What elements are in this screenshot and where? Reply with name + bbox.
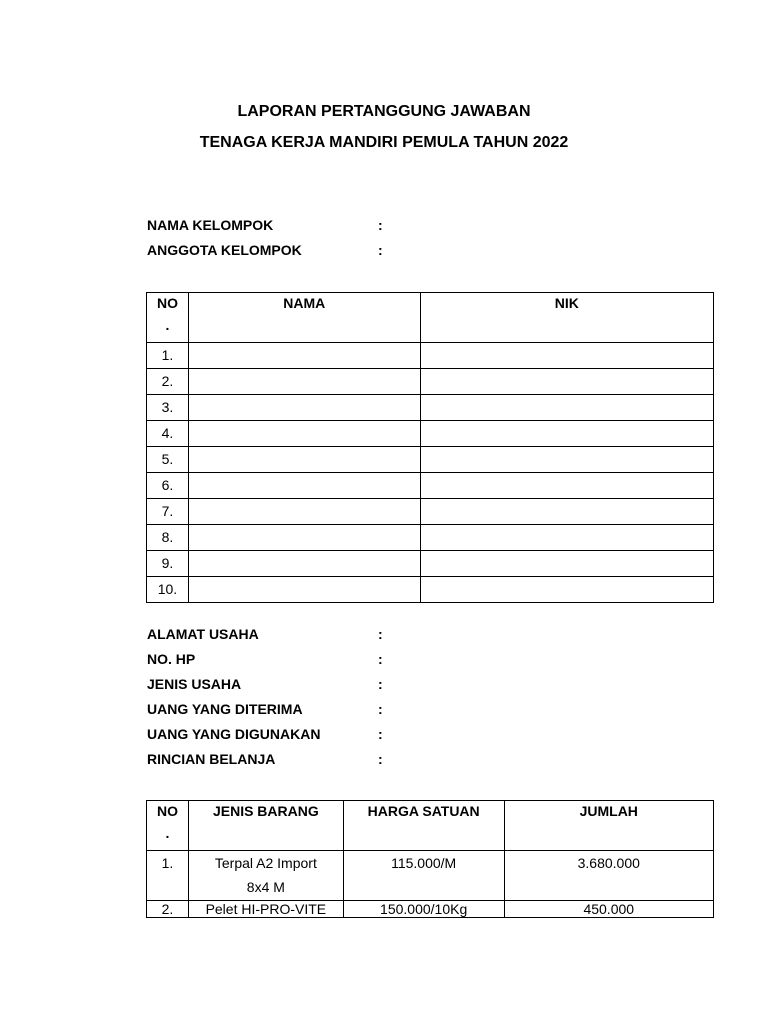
jenis-line2: 8x4 M: [246, 879, 285, 895]
document-subtitle: TENAGA KERJA MANDIRI PEMULA TAHUN 2022: [199, 134, 569, 151]
row-nama-cell: [188, 577, 420, 603]
jenis-line1: Terpal A2 Import: [214, 855, 317, 871]
row-nik-cell: [420, 343, 713, 369]
table-row: [147, 851, 714, 901]
label-jenis-usaha: JENIS USAHA: [147, 676, 242, 692]
row-harga-satuan: 150.000/10Kg: [343, 901, 504, 918]
document-title: LAPORAN PERTANGGUNG JAWABAN: [237, 103, 531, 120]
row-no: 6.: [147, 473, 189, 499]
table-row: [147, 369, 714, 395]
row-jenis-barang: [188, 851, 343, 901]
row-nama-cell: [188, 369, 420, 395]
colon: :: [378, 726, 383, 742]
row-nik-cell: [420, 499, 713, 525]
header-no: NO .: [147, 801, 189, 851]
table-row: [147, 421, 714, 447]
row-no: 10.: [147, 577, 189, 603]
table-row: [147, 499, 714, 525]
row-no: 9.: [147, 551, 189, 577]
row-nik-cell: [420, 395, 713, 421]
table-row: [147, 525, 714, 551]
row-jumlah: 450.000: [504, 901, 713, 918]
colon: :: [378, 242, 383, 258]
table-row: [147, 577, 714, 603]
table-row: [147, 551, 714, 577]
colon: :: [378, 217, 383, 233]
header-nik: NIK: [420, 293, 713, 343]
row-nik-cell: [420, 577, 713, 603]
row-nik-cell: [420, 551, 713, 577]
label-no-hp: NO. HP: [147, 651, 196, 667]
row-no: 2.: [147, 901, 189, 918]
row-no: 2.: [147, 369, 189, 395]
row-nama-cell: [188, 499, 420, 525]
label-alamat-usaha: ALAMAT USAHA: [147, 626, 259, 642]
colon: :: [378, 651, 383, 667]
label-uang-digunakan: UANG YANG DIGUNAKAN: [147, 726, 321, 742]
row-nik-cell: [420, 473, 713, 499]
row-no: 1.: [147, 343, 189, 369]
row-nik-cell: [420, 447, 713, 473]
row-no: 4.: [147, 421, 189, 447]
row-no: 1.: [147, 851, 189, 901]
row-no: 5.: [147, 447, 189, 473]
table-row: [147, 473, 714, 499]
row-nik-cell: [420, 421, 713, 447]
row-nama-cell: [188, 343, 420, 369]
header-jenis-barang: JENIS BARANG: [188, 801, 343, 851]
row-nik-cell: [420, 369, 713, 395]
members-header-row: [147, 293, 714, 343]
row-nama-cell: [188, 447, 420, 473]
table-row: [147, 395, 714, 421]
colon: :: [378, 701, 383, 717]
expense-header-row: [147, 801, 714, 851]
row-jumlah: 3.680.000: [504, 851, 713, 901]
header-harga-satuan: HARGA SATUAN: [343, 801, 504, 851]
row-nama-cell: [188, 421, 420, 447]
colon: :: [378, 626, 383, 642]
header-no: NO .: [147, 293, 189, 343]
label-uang-diterima: UANG YANG DITERIMA: [147, 701, 303, 717]
row-jenis-barang: Pelet HI-PRO-VITE: [188, 901, 343, 918]
row-harga-satuan: 115.000/M: [343, 851, 504, 901]
label-rincian-belanja: RINCIAN BELANJA: [147, 751, 276, 767]
row-nama-cell: [188, 525, 420, 551]
row-nama-cell: [188, 551, 420, 577]
table-row: [147, 447, 714, 473]
row-nik-cell: [420, 525, 713, 551]
members-table: [146, 292, 714, 603]
header-nama: NAMA: [188, 293, 420, 343]
table-row: [147, 901, 714, 918]
table-row: [147, 343, 714, 369]
row-no: 8.: [147, 525, 189, 551]
row-nama-cell: [188, 473, 420, 499]
label-anggota-kelompok: ANGGOTA KELOMPOK: [147, 242, 302, 258]
label-nama-kelompok: NAMA KELOMPOK: [147, 217, 274, 233]
header-jumlah: JUMLAH: [504, 801, 713, 851]
row-no: 7.: [147, 499, 189, 525]
colon: :: [378, 751, 383, 767]
colon: :: [378, 676, 383, 692]
row-nama-cell: [188, 395, 420, 421]
row-no: 3.: [147, 395, 189, 421]
expense-table: [146, 800, 714, 918]
